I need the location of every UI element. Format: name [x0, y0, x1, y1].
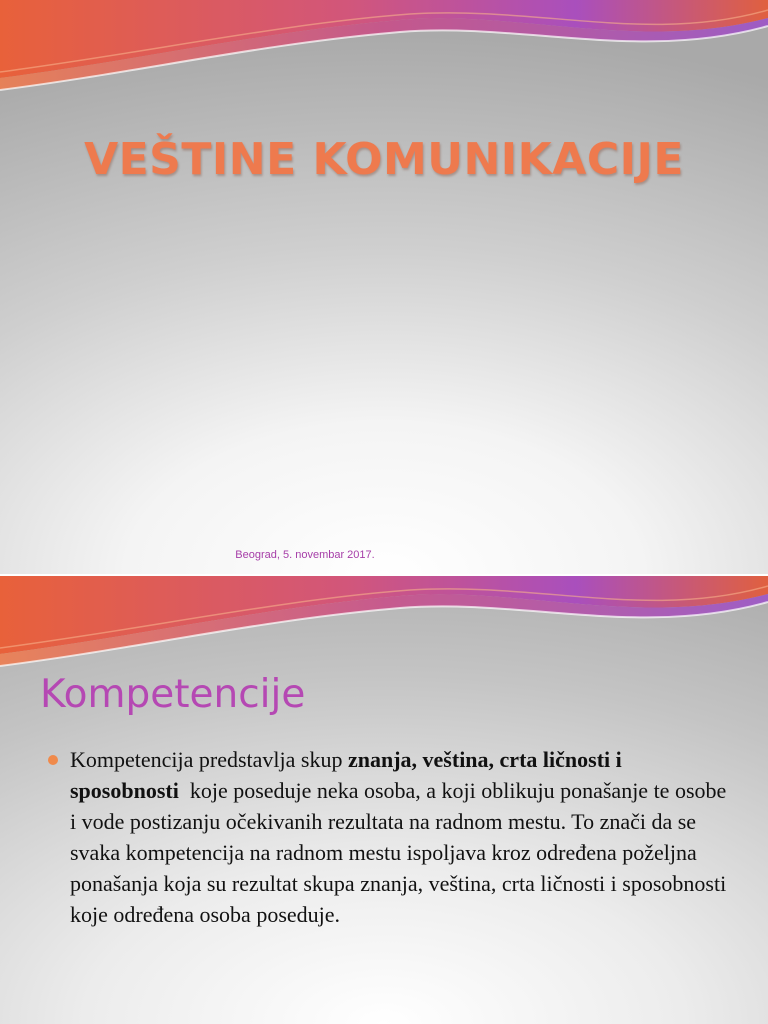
bullet-text-rest: koje poseduje neka osoba, a koji oblikuju ponašanje te osobe i vode postizanju očekivanih rezultata na radnom mestu. To znači da se svaka kompetencija na radnom mestu ispoljava kroz određena poželjna ponašanja koja su rezultat skupa znanja, veština, crta ličnosti i sposobnosti koje određena osoba poseduje.	[70, 778, 732, 927]
slide-heading: Kompetencije	[40, 672, 306, 717]
bullet-list	[48, 744, 732, 930]
bullet-text-bold: znanja, veština, crta ličnosti i sposobnosti	[70, 747, 622, 803]
bullet-item	[48, 744, 732, 930]
bullet-text-intro: Kompetencija predstavlja skup	[70, 747, 348, 772]
decorative-wave-top	[0, 0, 768, 110]
bullet-dot-icon	[48, 755, 58, 765]
decorative-wave-top	[0, 576, 768, 686]
presentation-date: Beograd, 5. novembar 2017.	[235, 549, 375, 561]
presentation-title: VEŠTINE KOMUNIKACIJE	[84, 134, 684, 185]
slide-2	[0, 576, 768, 1024]
